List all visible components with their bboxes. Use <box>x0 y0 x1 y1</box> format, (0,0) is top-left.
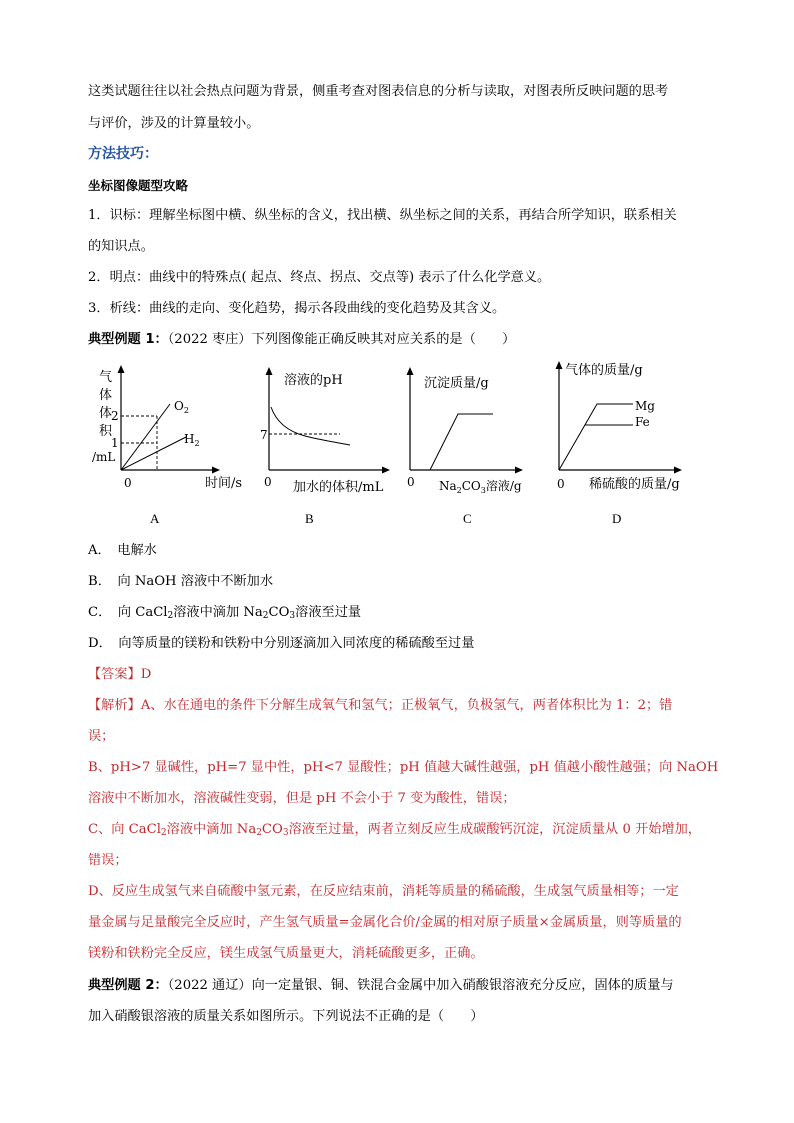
option-b: B． 向 NaOH 溶液中不断加水 <box>88 574 274 589</box>
analysis-c-line-1: C、向 CaCl$_2$溶液中滴加 $Na_2CO_3$溶液至过量，两者立刻反应生成碳酸钙沉淀，沉淀质量从 0 开始增加， <box>88 822 701 838</box>
chart-b-origin: 0 <box>264 475 272 489</box>
analysis-b-line-2: 溶液中不断加水，溶液碱性变弱，但是 pH 不会小于 7 变为酸性，错误； <box>88 791 516 806</box>
chart-a-ylabel-1: 气 <box>99 370 113 385</box>
chart-d-caption: D <box>612 511 622 526</box>
chart-a-series-o2: $O_2$ <box>174 399 189 415</box>
example-1-text: （2022 枣庄）下列图像能正确反映其对应关系的是（ ） <box>167 332 516 347</box>
chart-a-ylabel-2: 体 <box>99 388 113 403</box>
example-1-label: 典型例题 1： <box>88 332 168 347</box>
chart-c <box>400 362 535 497</box>
option-a: A． 电解水 <box>88 543 157 558</box>
step-3: 3．析线：曲线的走向、变化趋势，揭示各段曲线的变化趋势及其含义。 <box>88 301 506 316</box>
chart-a-ylabel-5: /mL <box>92 450 116 464</box>
example-2-line-1: 典型例题 2：（2022 通辽）向一定量银、铜、铁混合金属中加入硝酸银溶液充分反应，固体的质量与 <box>88 978 674 993</box>
step-2: 2．明点：曲线中的特殊点( 起点、终点、拐点、交点等) 表示了什么化学意义。 <box>88 270 551 285</box>
chart-a <box>90 362 250 497</box>
example-2-line-2: 加入硝酸银溶液的质量关系如图所示。下列说法不正确的是（ ） <box>88 1009 484 1024</box>
option-c: C． 向 CaCl$_2$溶液中滴加 $Na_2CO_3$溶液至过量 <box>88 605 362 621</box>
chart-c-caption: C <box>463 511 472 526</box>
method-heading: 方法技巧： <box>88 146 158 162</box>
step-1-line-2: 的知识点。 <box>88 239 154 254</box>
step-1-line-1: 1．识标：理解坐标图中横、纵坐标的含义，找出横、纵坐标之间的关系，再结合所学知识，联系相关 <box>88 208 677 223</box>
strategy-heading: 坐标图像题型攻略 <box>88 178 189 193</box>
analysis-d-line-1: D、反应生成氢气来自硫酸中氢元素，在反应结束前，消耗等质量的稀硫酸，生成氢气质量相等；一定 <box>88 884 679 899</box>
option-d: D． 向等质量的镁粉和铁粉中分别逐滴加入同浓度的稀硫酸至过量 <box>88 636 475 651</box>
chart-c-xlabel: $Na_2CO_3$溶液/g <box>439 479 522 495</box>
chart-d <box>545 358 695 497</box>
chart-a-series-h2: $H_2$ <box>184 432 200 448</box>
analysis-a-line-1: 【解析】A、水在通电的条件下分解生成氧气和氢气；正极氧气，负极氢气，两者体积比为 1：2；错 <box>88 698 673 713</box>
chart-b-xlabel: 加水的体积/mL <box>293 480 384 495</box>
chart-c-ylabel: 沉淀质量/g <box>424 376 489 391</box>
analysis-a-line-2: 误； <box>88 729 115 744</box>
chart-a-tick-1: 1 <box>111 436 119 450</box>
intro-line-2: 与评价，涉及的计算量较小。 <box>88 116 260 131</box>
chart-d-series-mg: Mg <box>635 399 655 413</box>
answer: 【答案】D <box>88 667 152 682</box>
chart-c-origin: 0 <box>407 475 415 489</box>
chart-d-xlabel: 稀硫酸的质量/g <box>589 477 680 492</box>
chart-d-origin: 0 <box>557 477 565 491</box>
analysis-c-line-2: 错误； <box>88 853 128 868</box>
chart-a-ylabel-4: 积 <box>99 424 113 439</box>
analysis-d-line-3: 镁粉和铁粉完全反应，镁生成氢气质量更大，消耗硫酸更多，正确。 <box>88 946 484 961</box>
chart-a-tick-2: 2 <box>111 409 119 423</box>
example-1 <box>88 330 718 350</box>
chart-b <box>255 362 395 497</box>
chart-b-ylabel: 溶液的pH <box>284 373 343 388</box>
chart-a-xlabel: 时间/s <box>205 476 243 491</box>
intro-line-1: 这类试题往往以社会热点问题为背景，侧重考查对图表信息的分析与读取，对图表所反映问题的思考 <box>88 84 669 99</box>
analysis-d-line-2: 量金属与足量酸完全反应时，产生氢气质量=金属化合价/金属的相对原子质量×金属质量，则等质量的 <box>88 915 682 930</box>
analysis-b-line-1: B、pH>7 显碱性，pH=7 显中性，pH<7 显酸性；pH 值越大碱性越强，pH 值越小酸性越强；向 NaOH <box>88 760 719 775</box>
chart-a-origin: 0 <box>124 476 132 490</box>
chart-b-caption: B <box>305 511 314 526</box>
chart-a-caption: A <box>150 511 160 526</box>
chart-d-ylabel: 气体的质量/g <box>565 363 643 378</box>
example-2-label: 典型例题 2： <box>88 978 168 993</box>
chart-a-ylabel-3: 体 <box>99 406 113 421</box>
chart-b-tick-7: 7 <box>260 428 268 442</box>
chart-d-series-fe: Fe <box>635 415 650 429</box>
